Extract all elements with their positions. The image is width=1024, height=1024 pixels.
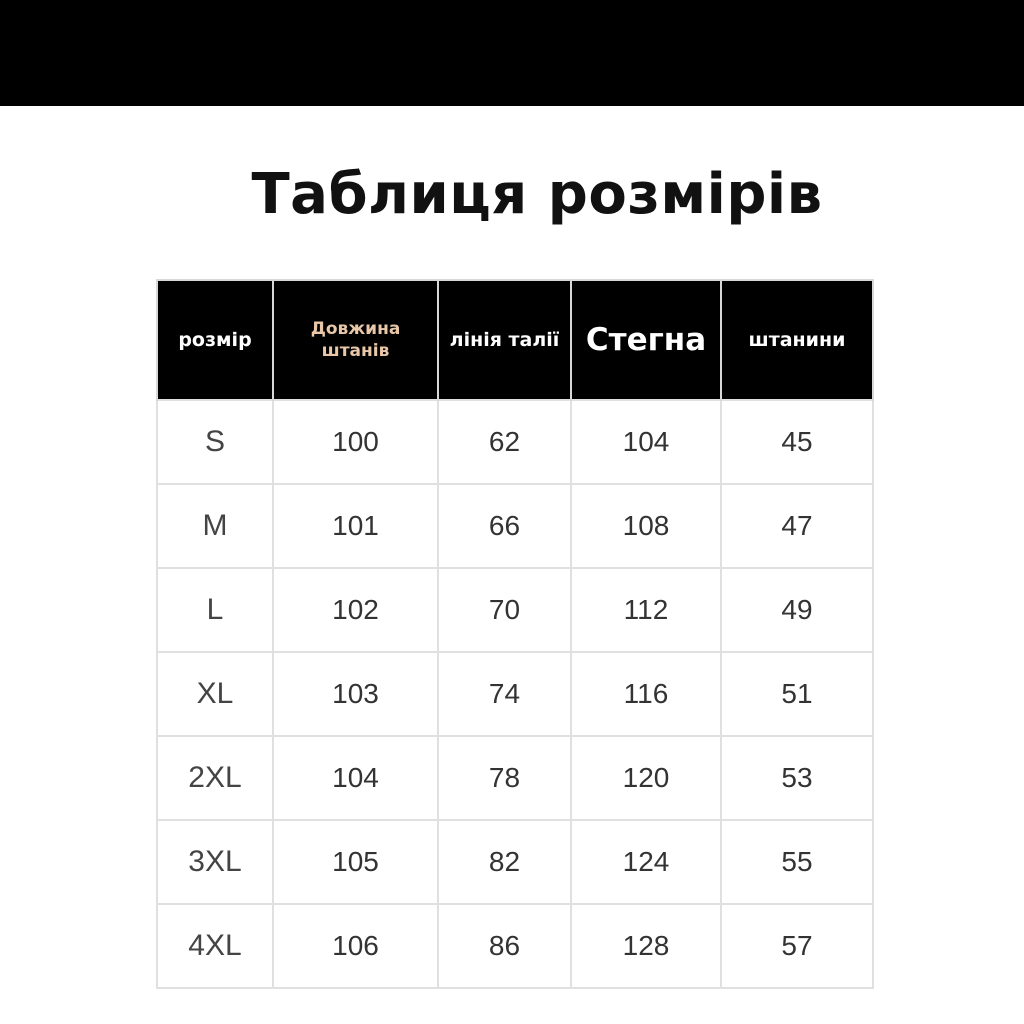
table-row <box>157 736 873 820</box>
cell-hips: 128 <box>571 904 721 988</box>
cell-waist: 62 <box>438 400 571 484</box>
cell-leg: 53 <box>721 736 873 820</box>
cell-leg: 49 <box>721 568 873 652</box>
page-title: Таблиця розмірів <box>251 162 823 227</box>
table-row <box>157 904 873 988</box>
cell-waist: 82 <box>438 820 571 904</box>
table-row <box>157 568 873 652</box>
cell-size: 4XL <box>157 904 273 988</box>
cell-hips: 104 <box>571 400 721 484</box>
cell-length: 102 <box>273 568 438 652</box>
table-body <box>157 400 873 988</box>
cell-length: 105 <box>273 820 438 904</box>
header-length-line2: штанів <box>321 341 390 361</box>
header-length <box>273 280 438 400</box>
cell-length: 104 <box>273 736 438 820</box>
cell-waist: 70 <box>438 568 571 652</box>
cell-size: 2XL <box>157 736 273 820</box>
table-row <box>157 652 873 736</box>
cell-hips: 112 <box>571 568 721 652</box>
header-length-line1: Довжина <box>310 319 401 339</box>
cell-size: L <box>157 568 273 652</box>
cell-length: 101 <box>273 484 438 568</box>
header-waist: лінія талії <box>438 280 571 400</box>
header-leg: штанини <box>721 280 873 400</box>
cell-waist: 74 <box>438 652 571 736</box>
cell-size: 3XL <box>157 820 273 904</box>
cell-hips: 120 <box>571 736 721 820</box>
cell-size: M <box>157 484 273 568</box>
cell-size: S <box>157 400 273 484</box>
header-size: розмір <box>157 280 273 400</box>
cell-length: 103 <box>273 652 438 736</box>
cell-leg: 55 <box>721 820 873 904</box>
cell-waist: 66 <box>438 484 571 568</box>
cell-waist: 78 <box>438 736 571 820</box>
cell-length: 100 <box>273 400 438 484</box>
header-hips: Стегна <box>571 280 721 400</box>
table-row <box>157 820 873 904</box>
cell-hips: 116 <box>571 652 721 736</box>
cell-leg: 45 <box>721 400 873 484</box>
cell-length: 106 <box>273 904 438 988</box>
table-header-row <box>157 280 873 400</box>
cell-leg: 57 <box>721 904 873 988</box>
cell-hips: 124 <box>571 820 721 904</box>
cell-hips: 108 <box>571 484 721 568</box>
table-row <box>157 484 873 568</box>
top-black-band <box>0 0 1024 106</box>
size-table <box>156 279 874 989</box>
cell-waist: 86 <box>438 904 571 988</box>
cell-leg: 47 <box>721 484 873 568</box>
cell-size: XL <box>157 652 273 736</box>
table-row <box>157 400 873 484</box>
cell-leg: 51 <box>721 652 873 736</box>
